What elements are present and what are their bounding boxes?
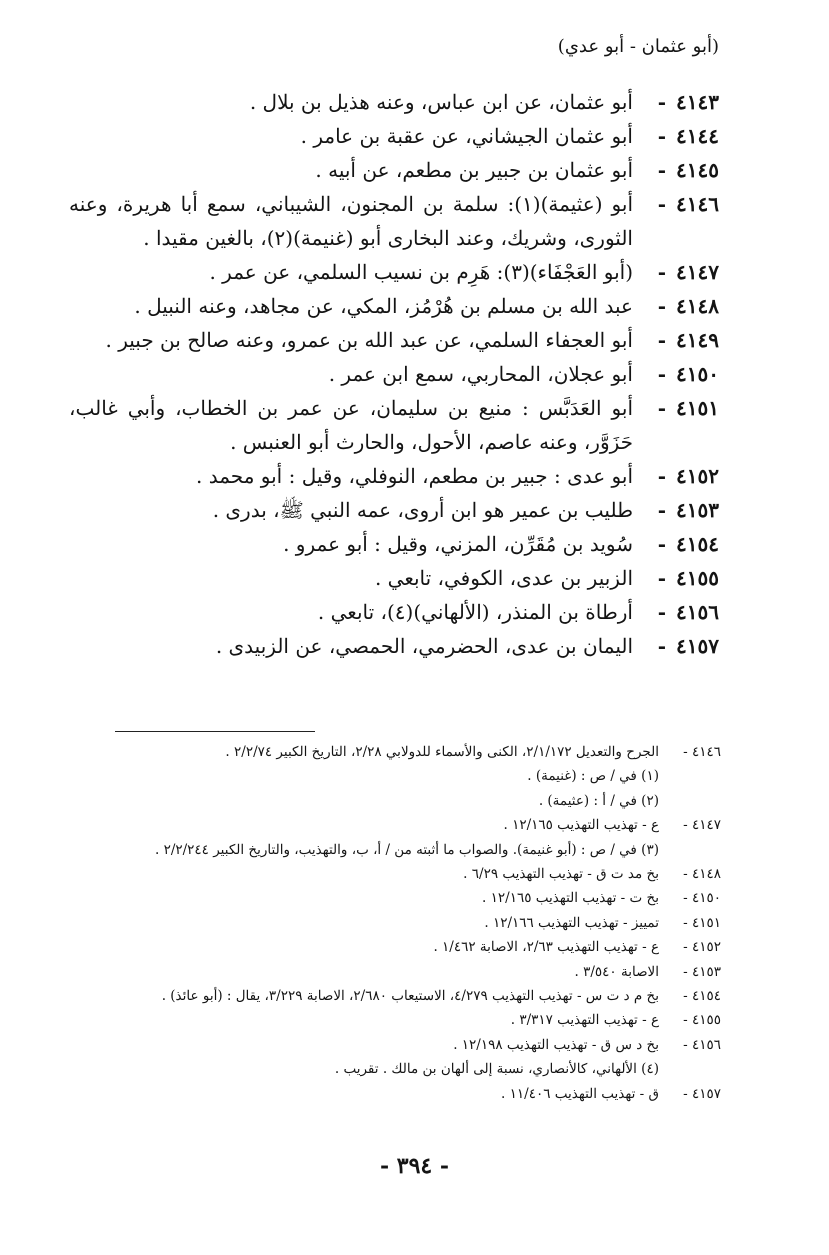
entry-text: عبد الله بن مسلم بن هُرْمُز، المكي، عن مجاهد، وعنه النبيل . xyxy=(134,294,633,318)
entry-item xyxy=(69,459,719,493)
footnote-ref: ٤١٥٦ - xyxy=(683,1036,721,1053)
entry-text: أبو عثمان بن جبير بن مطعم، عن أبيه . xyxy=(315,158,633,182)
footnote-item xyxy=(121,1057,721,1081)
footnote-text: بخ ت - تهذيب التهذيب ١٢/١٦٥ . xyxy=(482,890,659,907)
footnote-item xyxy=(121,838,721,862)
footnote-ref: ٤١٥٧ - xyxy=(683,1085,721,1102)
footnote-ref xyxy=(659,1057,721,1081)
entry-number-value: ٤١٥٤ xyxy=(676,532,719,556)
entry-item xyxy=(69,357,719,391)
entry-number-value: ٤١٤٨ xyxy=(676,294,719,318)
entry-number-value: ٤١٤٤ xyxy=(676,124,719,148)
footnote-text: بخ مد ت ق - تهذيب التهذيب ٦/٢٩ . xyxy=(463,866,659,883)
entry-number: ٤١٤٨ - xyxy=(657,294,719,318)
footnote-ref: ٤١٤٦ - xyxy=(683,744,721,760)
entry-item xyxy=(69,391,719,459)
entry-text: الزبير بن عدى، الكوفي، تابعي . xyxy=(374,566,633,590)
footnote-item xyxy=(121,862,721,886)
entry-number: ٤١٤٧ - xyxy=(657,260,719,284)
footnote-ref: ٤١٥٠ - xyxy=(683,890,721,907)
footnote-item xyxy=(121,886,721,910)
footnote-text: ع - تهذيب التهذيب ٣/٣١٧ . xyxy=(510,1012,659,1029)
entry-text: أبو عجلان، المحاربي، سمع ابن عمر . xyxy=(328,362,633,386)
page-number: - ٣٩٤ - xyxy=(379,1153,450,1179)
entry-number-value: ٤١٥٧ xyxy=(676,634,719,658)
entry-item xyxy=(69,255,719,289)
footnote-item xyxy=(121,1033,721,1057)
entry-text: أبو عثمان، عن ابن عباس، وعنه هذيل بن بلال . xyxy=(249,90,633,114)
footnote-text: (٢) في / أ : (عثيمة) . xyxy=(538,792,659,809)
footnotes-list xyxy=(121,740,721,1106)
footnote-item xyxy=(121,911,721,935)
footnote-text: ع - تهذيب التهذيب ٢/٦٣، الاصابة ١/٤٦٢ . xyxy=(433,939,659,956)
entry-number: ٤١٤٥ - xyxy=(657,158,719,182)
entry-number-value: ٤١٥٢ xyxy=(676,464,719,488)
entry-item xyxy=(69,119,719,153)
entry-item xyxy=(69,85,719,119)
footnote-ref: ٤١٥٢ - xyxy=(683,939,721,956)
entry-number: ٤١٥٢ - xyxy=(657,464,719,488)
entry-number-value: ٤١٥٠ xyxy=(676,362,719,386)
entry-number: ٤١٤٤ - xyxy=(657,124,719,148)
footnote-item xyxy=(121,813,721,837)
footnote-text: الجرح والتعديل ٢/١/١٧٢، الكنى والأسماء للدولابي ٢/٢٨، التاريخ الكبير ٢/٢/٧٤ . xyxy=(225,744,659,760)
entry-text: طليب بن عمير هو ابن أروى، عمه النبي ﷺ، بدرى . xyxy=(212,498,633,522)
entry-number-value: ٤١٤٥ xyxy=(676,158,719,182)
entry-item xyxy=(69,561,719,595)
footnote-ref: ٤١٥٣ - xyxy=(683,963,721,980)
footnote-text: (١) في / ص : (غنيمة) . xyxy=(527,768,659,785)
entry-text: أبو (عثيمة)(١): سلمة بن المجنون، الشيباني، سمع أبا هريرة، وعنه الثورى، وشريك، وعند البخارى أبو (غنيمة)(٢)، بالغين مقيدا . xyxy=(69,192,634,250)
entry-number: ٤١٤٣ - xyxy=(657,90,719,114)
footnote-ref: ٤١٥٤ - xyxy=(683,988,721,1005)
footnote-item xyxy=(121,1082,721,1106)
entry-number-value: ٤١٤٧ xyxy=(676,260,719,284)
entry-item xyxy=(69,187,719,255)
entry-item xyxy=(69,153,719,187)
entry-text: أبو عثمان الجيشاني، عن عقبة بن عامر . xyxy=(300,124,633,148)
entry-number: ٤١٥٧ - xyxy=(657,634,719,658)
entry-text: أبو عدى : جبير بن مطعم، النوفلي، وقيل : أبو محمد . xyxy=(196,464,633,488)
footnote-item xyxy=(121,935,721,959)
entry-number: ٤١٥١ - xyxy=(657,396,719,420)
entry-number: ٤١٥٥ - xyxy=(657,566,719,590)
entry-number: ٤١٥٦ - xyxy=(657,600,719,624)
footnote-text: الاصابة ٣/٥٤٠ . xyxy=(574,963,659,980)
footnote-item xyxy=(121,740,721,764)
entry-number-value: ٤١٥١ xyxy=(676,396,719,420)
entry-number: ٤١٤٩ - xyxy=(657,328,719,352)
entry-text: سُويد بن مُقَرِّن، المزني، وقيل : أبو عمرو . xyxy=(283,532,633,556)
entry-item xyxy=(69,629,719,663)
entry-number-value: ٤١٥٣ xyxy=(676,498,719,522)
entry-text: أبو العَدَبَّس : منيع بن سليمان، عن عمر بن الخطاب، وأبي غالب، حَزَوَّر، وعنه عاصم، الأحول، والحارث أبو العنبس . xyxy=(69,396,633,454)
entry-number-value: ٤١٤٩ xyxy=(676,328,719,352)
footnote-ref xyxy=(659,789,721,813)
entry-item xyxy=(69,493,719,527)
entry-text: اليمان بن عدى، الحضرمي، الحمصي، عن الزبيدى . xyxy=(215,634,633,658)
entry-item xyxy=(69,289,719,323)
footnote-ref xyxy=(659,838,721,862)
entry-number-value: ٤١٤٦ xyxy=(676,192,719,216)
entry-number: ٤١٥٤ - xyxy=(657,532,719,556)
footnote-item xyxy=(121,984,721,1008)
entry-item xyxy=(69,323,719,357)
running-header: (أبو عثمان - أبو عدي) xyxy=(557,36,719,57)
footnote-divider xyxy=(115,731,315,732)
entry-number-value: ٤١٥٥ xyxy=(676,566,719,590)
entries-list xyxy=(69,85,719,663)
entry-number: ٤١٥٣ - xyxy=(657,498,719,522)
entry-number-value: ٤١٥٦ xyxy=(676,600,719,624)
entry-number: ٤١٤٦ - xyxy=(657,192,719,216)
footnote-text: ق - تهذيب التهذيب ١١/٤٠٦ . xyxy=(501,1085,659,1102)
footnote-text: ع - تهذيب التهذيب ١٢/١٦٥ . xyxy=(503,817,659,834)
entry-number-value: ٤١٤٣ xyxy=(676,90,719,114)
footnote-item xyxy=(121,764,721,788)
entry-item xyxy=(69,595,719,629)
entry-text: أرطاة بن المنذر، (الألهاني)(٤)، تابعي . xyxy=(317,600,633,624)
footnote-ref: ٤١٥٥ - xyxy=(683,1012,721,1029)
footnote-text: بخ م د ت س - تهذيب التهذيب ٤/٢٧٩، الاستيعاب ٢/٦٨٠، الاصابة ٣/٢٢٩، يقال : (أبو عائذ) . xyxy=(161,988,659,1005)
entry-text: (أبو العَجْفَاء)(٣): هَرِم بن نسيب السلمي، عن عمر . xyxy=(209,260,633,284)
entry-text: أبو العجفاء السلمي، عن عبد الله بن عمرو، وعنه صالح بن جبير . xyxy=(105,328,633,352)
footnote-ref: ٤١٥١ - xyxy=(683,914,721,931)
footnote-text: (٣) في / ص : (أبو غنيمة). والصواب ما أثبته من / أ، ب، والتهذيب، والتاريخ الكبير ٢/٢/٢٤٤ . xyxy=(154,841,659,858)
footnote-text: بخ د س ق - تهذيب التهذيب ١٢/١٩٨ . xyxy=(453,1036,659,1053)
footnote-text: تمييز - تهذيب التهذيب ١٢/١٦٦ . xyxy=(484,914,659,931)
footnote-ref: ٤١٤٧ - xyxy=(683,817,721,834)
footnote-item xyxy=(121,789,721,813)
footnote-item xyxy=(121,1008,721,1032)
footnote-text: (٤) الألهاني، كالأنصاري، نسبة إلى ألهان بن مالك . تقريب . xyxy=(334,1061,659,1078)
footnote-ref xyxy=(659,764,721,788)
entry-item xyxy=(69,527,719,561)
entry-number: ٤١٥٠ - xyxy=(657,362,719,386)
footnote-item xyxy=(121,960,721,984)
footnote-ref: ٤١٤٨ - xyxy=(683,866,721,883)
